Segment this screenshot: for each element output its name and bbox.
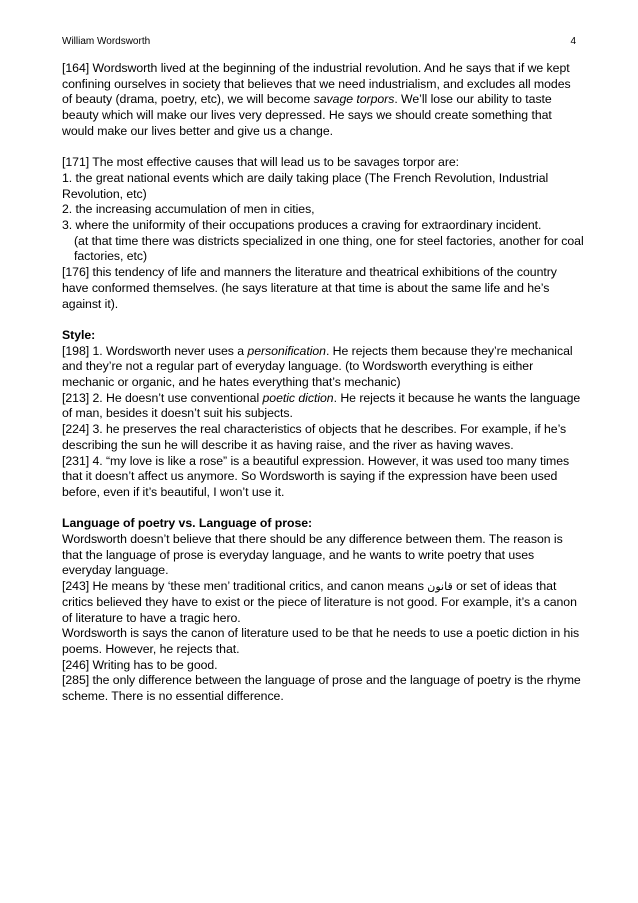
arabic-word: قانون	[427, 580, 453, 594]
header-author: William Wordsworth	[62, 36, 151, 47]
paragraph-243	[62, 579, 584, 626]
paragraph-213	[62, 391, 584, 422]
language-heading: Language of poetry vs. Language of prose:	[62, 516, 313, 531]
paragraph-198-text-b: . He rejects them because they’re mechanical and they’re not a regular part of everyday language. (to Wordsworth everything is either mechanic or organic, and he hates everything that’s mechanic)	[62, 343, 573, 390]
canon-paragraph: Wordsworth is says the canon of literature used to be that he needs to use a poetic diction in his poems. However, he rejects that.	[62, 626, 580, 656]
document-body	[62, 61, 584, 705]
spacer	[62, 501, 584, 517]
paragraph-176: [176] this tendency of life and manners the literature and theatrical exhibitions of the country have conformed themselves. (he says literature at that time is about the same life and he’s against it).	[62, 265, 557, 311]
spacer	[62, 140, 584, 156]
paragraph-213-emphasis: poetic diction	[262, 390, 334, 405]
paragraph-243-text-b: or set of ideas that critics believed they have to exist or the piece of literature is not good. For example, it’s a canon of literature to have a tragic hero.	[62, 579, 577, 625]
paragraph-231: [231] 4. “my love is like a rose” is a beautiful expression. However, it was used too many times that it doesn’t affect us anymore. So Wordsworth is saying if the expression have been used before, even if it’s beautiful, I won’t use it.	[62, 453, 570, 499]
paragraph-164-text-a: [164] Wordsworth lived at the beginning of the industrial revolution. And he says that if we kept confining ourselves in society that believes that we need industrialism, and excludes all modes of beauty (drama, poetry, etc), we will become	[62, 61, 571, 107]
list-item-3: 3. where the uniformity of their occupations produces a craving for extraordinary incident.	[62, 218, 542, 233]
list-item-3-note: (at that time there was districts specialized in one thing, one for steel factories, another for coal factories, etc)	[74, 233, 584, 264]
paragraph-246: [246] Writing has to be good.	[62, 657, 218, 672]
paragraph-164-emphasis: savage torpors	[313, 92, 395, 107]
list-item-2: 2. the increasing accumulation of men in cities,	[62, 202, 315, 217]
list-item-1: 1. the great national events which are daily taking place (The French Revolution, Industrial Revolution, etc)	[62, 170, 549, 201]
paragraph-213-text-a: [213] 2. He doesn’t use conventional	[62, 390, 263, 405]
paragraph-198-emphasis: personification	[247, 343, 326, 358]
paragraph-224: [224] 3. he preserves the real characteristics of objects that he describes. For example, if he’s describing the sun he will describe it as having raise, and the river as having waves.	[62, 422, 567, 452]
paragraph-285: [285] the only difference between the language of prose and the language of poetry is the rhyme scheme. There is no essential difference.	[62, 673, 581, 704]
style-heading: Style:	[62, 327, 96, 342]
language-intro: Wordsworth doesn’t believe that there should be any difference between them. The reason is that the language of prose is everyday language, and he wants to write poetry that uses everyday language.	[62, 532, 563, 578]
paragraph-171-intro: [171] The most effective causes that will lead us to be savages torpor are:	[62, 155, 460, 170]
spacer	[62, 312, 584, 328]
paragraph-198-text-a: [198] 1. Wordsworth never uses a	[62, 343, 248, 358]
paragraph-164	[62, 61, 584, 140]
paragraph-213-text-b: . He rejects it because he wants the language of man, besides it doesn’t suit his subjects.	[62, 390, 581, 421]
paragraph-164-text-b: . We’ll lose our ability to taste beauty which will make our lives very depressed. He says we should create something that would make our lives better and give us a change.	[62, 92, 552, 138]
paragraph-243-text-a: [243] He means by ‘these men’ traditional critics, and canon means	[62, 579, 428, 594]
paragraph-198	[62, 344, 584, 391]
page-number: 4	[570, 36, 576, 47]
